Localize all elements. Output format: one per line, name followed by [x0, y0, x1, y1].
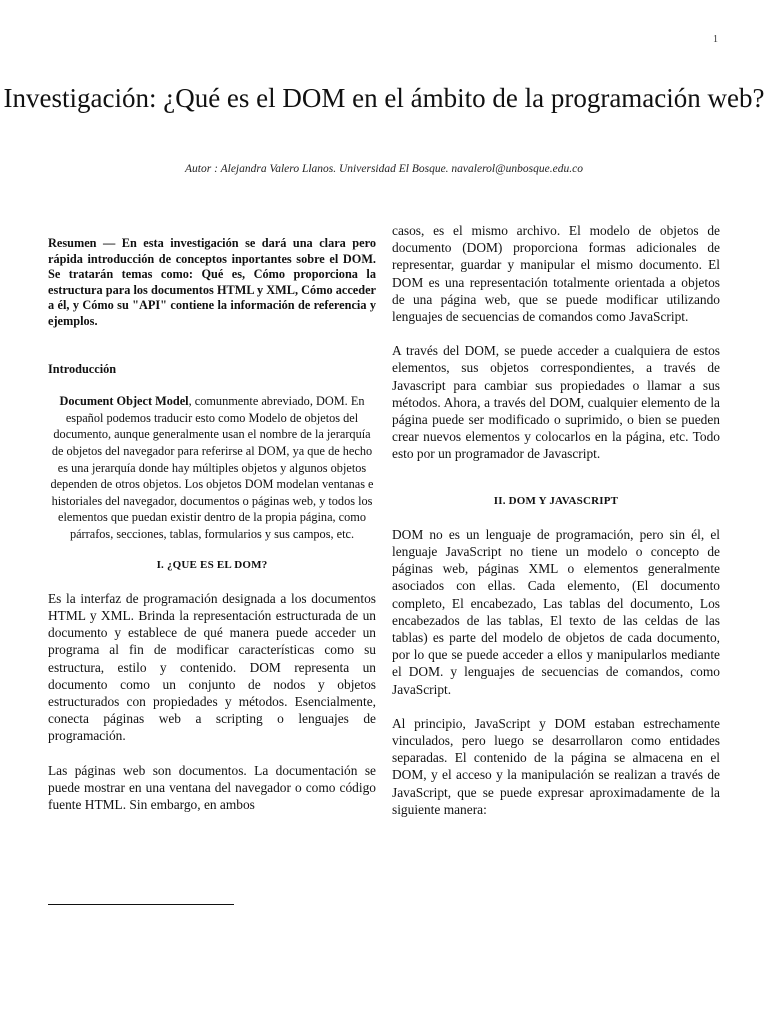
footnote-rule [48, 904, 234, 905]
left-column [48, 222, 376, 813]
section-2-heading: II. DOM Y JAVASCRIPT [493, 494, 619, 507]
section-2-paragraph-1: DOM no es un lenguaje de programación, pero sin él, el lenguaje JavaScript no tiene un modelo o concepto de páginas web, páginas XML o elementos generalmente asociados con ellas. Cada elemento, (El documento completo, El encabezado, Las tablas del documento, Los encabezados de las tablas, El texto de las celdas de las tablas) es parte del modelo de objetos de cada documento, por lo que se puede acceder a ellos y manipularlos mediante el DOM. y lenguajes de secuencias de comandos, como JavaScript. [392, 526, 720, 697]
intro-text: , comunmente abreviado, DOM. En español podemos traducir esto como Modelo de objetos del documento, aunque generalmente usan el nombre de la jerarquía de objetos del navegador para referirse al DOM, ya que de hecho es una jerarquía donde hay múltiples objetos y algunos objetos dependen de otros objetos. Los objetos DOM modelan ventanas e historiales del navegador, documentos o páginas web, y todos los elementos que puedan existir dentro de la propia página, como párrafos, secciones, tablas, formularios y sus campos, etc. [50, 394, 374, 541]
author-line: Autor : Alejandra Valero Llanos. Universidad El Bosque. navalerol@unbosque.edu.co [185, 163, 583, 175]
intro-heading: Introducción [48, 362, 117, 376]
paper-title: Investigación: ¿Qué es el DOM en el ámbito de la programación web? [3, 83, 765, 113]
right-paragraph-1: casos, es el mismo archivo. El modelo de objetos de documento (DOM) proporciona formas adicionales de representar, guardar y manipular el mismo documento. El DOM es una representación totalmente orientada a objetos de una página web, que se puede modificar utilizando lenguajes de secuencias de comandos como JavaScript. [392, 223, 720, 325]
intro-paragraph [48, 393, 376, 542]
intro-lead-term: Document Object Model [59, 394, 189, 409]
page-number: 1 [713, 34, 718, 45]
section-2-paragraph-2: Al principio, JavaScript y DOM estaban estrechamente vinculados, pero luego se desarrollaron como entidades separadas. El contenido de la página se almacena en el DOM, y el acceso y la manipulación se realizan a través de JavaScript, que se puede expresar aproximadamente de la siguiente manera: [392, 715, 720, 817]
abstract: Resumen — En esta investigación se dará una clara pero rápida introducción de conceptos inportantes sobre el DOM. Se tratarán temas como: Qué es, Cómo proporciona la estructura para los documentos HTML y XML, Cómo acceder a él, y Cómo su "API" contiene la información de referencia y ejemplos. [48, 236, 376, 328]
right-column [392, 222, 720, 818]
right-paragraph-2: A través del DOM, se puede acceder a cualquiera de estos elementos, sus objetos correspondientes, a través de Javascript para cambiar sus propiedades o llamar a sus métodos. Ahora, a través del DOM, cualquier elemento de la página puede ser modificado o suprimido, o bien se pueden crear nuevos elementos y colocarlos en la página, etc. Todo esto por un programador de Javascript. [392, 343, 720, 462]
section-1-paragraph-1: Es la interfaz de programación designada a los documentos HTML y XML. Brinda la representación estructurada de un documento y establece de qué manera puede acceder un programa al fin de modificar características como su estructura, estilo y contenido. DOM representa un documento como un conjunto de nodos y objetos estructurados con propiedades y métodos. Esencialmente, conecta páginas web a scripting o lenguajes de programación. [48, 590, 376, 744]
section-1-heading: I. ¿QUE ES EL DOM? [156, 558, 268, 571]
section-1-paragraph-2: Las páginas web son documentos. La documentación se puede mostrar en una ventana del navegador o como código fuente HTML. Sin embargo, en ambos [48, 762, 376, 812]
